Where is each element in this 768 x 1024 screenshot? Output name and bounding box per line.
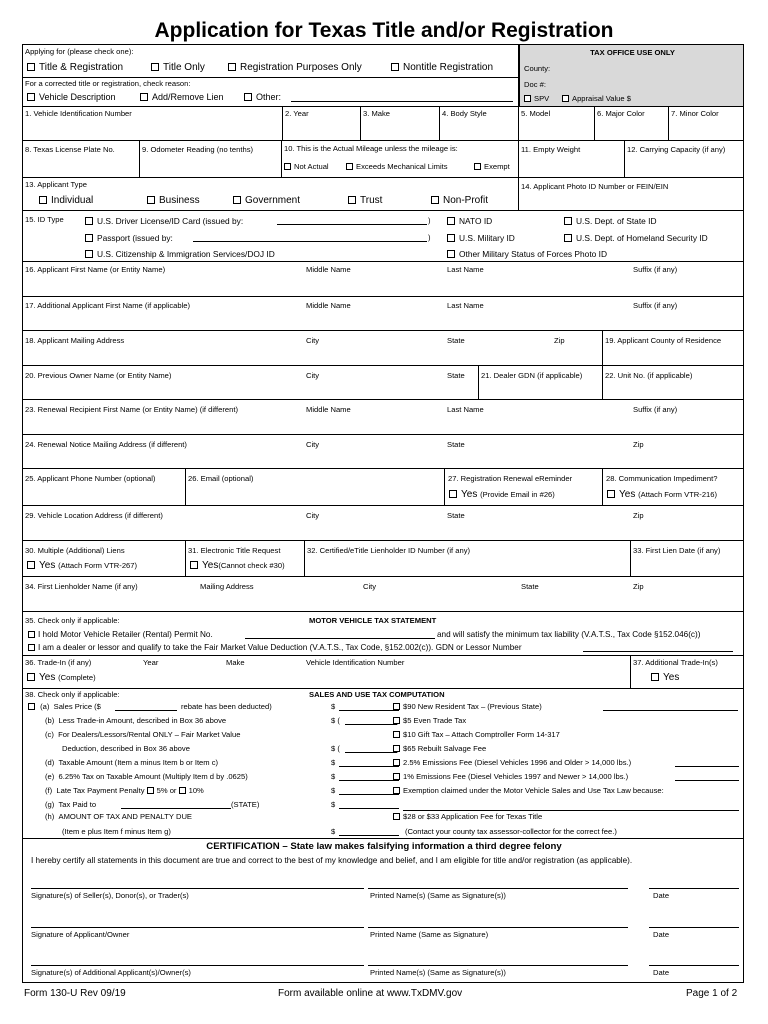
sales-line-d: (d) Taxable Amount (Item a minus Item b or Item c) [45, 758, 219, 767]
dollar-h: $ [331, 827, 336, 836]
amount-a[interactable] [339, 701, 399, 711]
dollar-b: $ ( [331, 716, 340, 725]
motor-tax-heading: MOTOR VEHICLE TAX STATEMENT [309, 616, 437, 625]
checkbox[interactable] [27, 673, 35, 681]
field-mileage-brand [281, 140, 519, 178]
sales-price-line[interactable] [115, 701, 177, 711]
application-fee-note: (Contact your county tax assessor-collector for the correct fee.) [405, 827, 617, 836]
checkbox[interactable] [147, 787, 154, 794]
checkbox[interactable] [393, 703, 400, 710]
checkbox[interactable] [393, 759, 400, 766]
date-label: Date [653, 930, 670, 939]
application-fee[interactable]: $28 or $33 Application Fee for Texas Title [393, 812, 542, 822]
checkbox [562, 95, 569, 102]
type-individual[interactable]: Individual [39, 195, 93, 207]
form-number: Form 130-U Rev 09/19 [24, 988, 126, 999]
field-first-lien-date[interactable] [630, 540, 744, 577]
permit-number-line[interactable] [245, 629, 435, 639]
ereminder-yes[interactable]: Yes (Provide Email in #26) [449, 489, 555, 501]
checkbox[interactable] [147, 196, 155, 204]
city-label: City [363, 582, 377, 591]
tax-paid-state-line[interactable] [121, 799, 231, 809]
option-vehicle-description[interactable]: Vehicle Description [27, 92, 116, 103]
field-email[interactable] [185, 468, 445, 506]
certification-heading: CERTIFICATION – State law makes falsifying information a third degree felony [206, 841, 562, 852]
checkbox[interactable] [140, 93, 148, 101]
model-label: 5. Model [521, 109, 551, 118]
middle-name-label: Middle Name [306, 405, 351, 414]
checkbox[interactable] [151, 63, 159, 71]
checkbox[interactable] [179, 787, 186, 794]
city-label: City [306, 511, 320, 520]
appraisal-option: Appraisal Value $ [562, 94, 631, 104]
type-non-profit[interactable]: Non-Profit [431, 195, 488, 207]
electronic-title-yes[interactable]: Yes(Cannot check #30) [190, 560, 285, 572]
state-label: State [447, 336, 465, 345]
zip-label: Zip [633, 511, 644, 520]
additional-signature-label: Signature(s) of Additional Applicant(s)/Owner(s) [31, 968, 191, 977]
state-label: State [447, 371, 465, 380]
email-label: 26. Email (optional) [188, 474, 254, 483]
checkbox[interactable] [28, 631, 35, 638]
trade-in-section [22, 655, 631, 689]
checkbox[interactable] [393, 787, 400, 794]
last-name-label: Last Name [447, 405, 484, 414]
seller-date-line[interactable] [649, 888, 739, 889]
impediment-yes[interactable]: Yes (Attach Form VTR-216) [607, 489, 717, 501]
field-year[interactable] [282, 106, 361, 141]
id-passport[interactable]: Passport (issued by: [85, 233, 173, 243]
sales-line-b: (b) Less Trade-in Amount, described in Box 36 above [45, 716, 227, 725]
page-number: Page 1 of 2 [686, 988, 738, 999]
spv-option: SPV [524, 94, 549, 104]
field-county-residence[interactable] [602, 330, 744, 366]
trade-in-make-label: Make [226, 658, 245, 667]
checkbox[interactable] [27, 561, 35, 569]
rebate-text: rebate has been deducted) [181, 702, 272, 711]
make-label: 3. Make [363, 109, 391, 118]
close-paren: ) [428, 233, 431, 242]
checkbox[interactable] [393, 717, 400, 724]
county-residence-label: 19. Applicant County of Residence [605, 336, 722, 345]
checkbox[interactable] [284, 163, 291, 170]
id-uscis[interactable]: U.S. Citizenship & Immigration Services/DOJ ID [85, 249, 275, 259]
plate-label: 8. Texas License Plate No. [25, 145, 115, 154]
row-vehicle-location[interactable] [22, 505, 744, 541]
unit-no-label: 22. Unit No. (if applicable) [605, 371, 693, 380]
state-label: State [447, 511, 465, 520]
trade-in-label: 36. Trade-In (if any) [25, 658, 92, 667]
applicant-printed-label: Printed Name (Same as Signature) [370, 930, 489, 939]
dollar-e: $ [331, 772, 336, 781]
other-reason-line[interactable] [291, 92, 513, 102]
doc-label: Doc #: [524, 80, 546, 89]
first-lienholder-label: 34. First Lienholder Name (if any) [25, 582, 138, 591]
id-nato[interactable]: NATO ID [447, 216, 492, 226]
row-mailing-address[interactable] [22, 330, 603, 366]
applicant-type-label: 13. Applicant Type [25, 180, 87, 189]
renewal-address-label: 24. Renewal Notice Mailing Address (if different) [25, 440, 187, 449]
field-vin[interactable] [22, 106, 283, 141]
field-minor-color[interactable] [668, 106, 744, 141]
tax-office-box [519, 44, 744, 107]
first-name-label: 16. Applicant First Name (or Entity Name) [25, 265, 166, 274]
sales-line-g: (g) Tax Paid to [45, 800, 97, 809]
checkbox[interactable] [447, 217, 455, 225]
suffix-label: Suffix (if any) [633, 265, 678, 274]
checkbox[interactable] [607, 490, 615, 498]
checkbox[interactable] [27, 93, 35, 101]
field-phone[interactable] [22, 468, 186, 506]
corrected-label: For a corrected title or registration, check reason: [25, 79, 191, 88]
option-nontitle-registration[interactable]: Nontitle Registration [391, 62, 493, 74]
applicant-printed-line[interactable] [368, 927, 628, 928]
date-label: Date [653, 968, 670, 977]
amount-c[interactable] [345, 743, 397, 753]
additional-date-line[interactable] [649, 965, 739, 966]
trade-in-yes[interactable]: Yes (Complete) [27, 672, 96, 684]
gdn-lessor-line[interactable] [583, 642, 733, 652]
checkbox[interactable] [28, 703, 35, 710]
amount-d[interactable] [339, 757, 399, 767]
new-resident-tax[interactable]: $90 New Resident Tax – (Previous State) [393, 702, 542, 712]
checkbox[interactable] [651, 673, 659, 681]
option-title-only[interactable]: Title Only [151, 62, 205, 74]
dollar-c: $ ( [331, 744, 340, 753]
checkbox[interactable] [190, 561, 198, 569]
checkbox[interactable] [27, 63, 35, 71]
motor-vehicle-tax-section [22, 611, 744, 656]
photo-id-label: 14. Applicant Photo ID Number or FEIN/EIN [521, 182, 669, 191]
mileage-exceeds[interactable]: Exceeds Mechanical Limits [346, 162, 448, 172]
option-add-remove-lien[interactable]: Add/Remove Lien [140, 92, 224, 103]
sales-check-label: 38. Check only if applicable: [25, 690, 120, 699]
checkbox[interactable] [233, 196, 241, 204]
check-if-applicable-label: 35. Check only if applicable: [25, 616, 120, 625]
last-name-label: Last Name [447, 265, 484, 274]
additional-trade-in-section [630, 655, 744, 689]
applicant-signature-label: Signature of Applicant/Owner [31, 930, 130, 939]
mailing-address-label: Mailing Address [200, 582, 254, 591]
state-paren-label: (STATE) [231, 800, 260, 809]
sales-line-e: (e) 6.25% Tax on Taxable Amount (Multiply Item d by .0625) [45, 772, 248, 781]
additional-printed-line[interactable] [368, 965, 628, 966]
id-homeland-security[interactable]: U.S. Dept. of Homeland Security ID [564, 233, 708, 243]
form-title: Application for Texas Title and/or Registration [154, 19, 614, 42]
id-dept-state[interactable]: U.S. Dept. of State ID [564, 216, 657, 226]
county-label: County: [524, 64, 551, 73]
amount-f[interactable] [339, 785, 399, 795]
id-other-military[interactable]: Other Military Status of Forces Photo ID [447, 249, 607, 259]
applying-for-label: Applying for (please check one): [25, 47, 134, 56]
mileage-not-actual[interactable]: Not Actual [284, 162, 329, 172]
electronic-title-label: 31. Electronic Title Request [188, 546, 281, 555]
emissions-fee-older[interactable]: 2.5% Emissions Fee (Diesel Vehicles 1996 and Older > 14,000 lbs.) [393, 758, 631, 768]
checkbox[interactable] [564, 217, 572, 225]
tax-office-header: TAX OFFICE USE ONLY [590, 48, 675, 57]
applicant-signature-line[interactable] [31, 927, 364, 928]
year-label: 2. Year [285, 109, 309, 118]
checkbox[interactable] [447, 250, 455, 258]
checkbox[interactable] [393, 745, 400, 752]
type-trust[interactable]: Trust [348, 195, 382, 207]
applicant-type-section [22, 177, 519, 211]
zip-label: Zip [633, 440, 644, 449]
sales-tax-section [22, 688, 744, 839]
sales-tax-heading: SALES AND USE TAX COMPUTATION [309, 690, 445, 699]
impediment-label: 28. Communication Impediment? [606, 474, 718, 483]
vin-label: 1. Vehicle Identification Number [25, 109, 132, 118]
previous-state-line[interactable] [603, 701, 738, 711]
ereminder-label: 27. Registration Renewal eReminder [448, 474, 573, 483]
mileage-label: 10. This is the Actual Mileage unless the mileage is: [284, 144, 458, 153]
odometer-label: 9. Odometer Reading (no tenths) [142, 145, 254, 154]
additional-first-name-label: 17. Additional Applicant First Name (if applicable) [25, 301, 191, 310]
checkbox[interactable] [28, 644, 35, 651]
renewal-recipient-label: 23. Renewal Recipient First Name (or Entity Name) (if different) [25, 405, 238, 414]
id-type-section [22, 210, 744, 262]
id-type-label: 15. ID Type [25, 215, 64, 224]
row-additional-applicant[interactable] [22, 296, 744, 331]
checkbox[interactable] [431, 196, 439, 204]
dollar-d: $ [331, 758, 336, 767]
previous-owner-label: 20. Previous Owner Name (or Entity Name) [25, 371, 172, 380]
certification-text: I hereby certify all statements in this document are true and correct to the best of my knowledge and belief, and I am eligible for title and/or registration (as applicable). [31, 856, 633, 865]
zip-label: Zip [554, 336, 565, 345]
option-other[interactable]: Other: [244, 92, 281, 103]
last-name-label: Last Name [447, 301, 484, 310]
exemption-line[interactable] [403, 801, 739, 811]
amount-g[interactable] [339, 799, 399, 809]
mailing-address-label: 18. Applicant Mailing Address [25, 336, 125, 345]
checkbox[interactable] [447, 234, 455, 242]
row-previous-owner[interactable] [22, 365, 479, 400]
middle-name-label: Middle Name [306, 265, 351, 274]
checkbox[interactable] [391, 63, 399, 71]
checkbox[interactable] [348, 196, 356, 204]
field-body-style[interactable] [439, 106, 519, 141]
option-title-registration[interactable]: Title & Registration [27, 62, 123, 74]
row-applicant-name[interactable] [22, 261, 744, 297]
multiple-liens-yes[interactable]: Yes (Attach Form VTR-267) [27, 560, 137, 572]
amount-b[interactable] [345, 715, 397, 725]
capacity-label: 12. Carrying Capacity (if any) [627, 145, 726, 154]
row-renewal-address[interactable] [22, 434, 744, 469]
row-renewal-recipient[interactable] [22, 399, 744, 435]
empty-weight-label: 11. Empty Weight [521, 145, 581, 154]
checkbox[interactable] [449, 490, 457, 498]
row-first-lienholder[interactable] [22, 576, 744, 612]
field-ereminder [444, 468, 603, 506]
first-lien-date-label: 33. First Lien Date (if any) [633, 546, 721, 555]
id-military[interactable]: U.S. Military ID [447, 233, 515, 243]
state-label: State [521, 582, 539, 591]
sales-line-h: (h) AMOUNT OF TAX AND PENALTY DUE [45, 812, 192, 821]
field-dealer-gdn[interactable] [478, 365, 603, 400]
field-unit-no[interactable] [602, 365, 744, 400]
city-label: City [306, 440, 320, 449]
major-color-label: 6. Major Color [597, 109, 645, 118]
trade-in-year-label: Year [143, 658, 159, 667]
close-paren: ) [428, 216, 431, 225]
city-label: City [306, 371, 320, 380]
additional-trade-in-yes[interactable]: Yes [651, 672, 679, 684]
amount-e[interactable] [339, 771, 399, 781]
emissions-fee-newer[interactable]: 1% Emissions Fee (Diesel Vehicles 1997 and Newer > 14,000 lbs.) [393, 772, 628, 782]
field-major-color[interactable] [594, 106, 669, 141]
rebuilt-salvage-fee[interactable]: $65 Rebuilt Salvage Fee [393, 744, 486, 754]
seller-signature-label: Signature(s) of Seller(s), Donor(s), or Trader(s) [31, 891, 189, 900]
additional-trade-in-label: 37. Additional Trade-In(s) [633, 658, 718, 667]
sales-line-h-cont: (Item e plus Item f minus Item g) [62, 827, 171, 836]
date-label: Date [653, 891, 670, 900]
checkbox[interactable] [564, 234, 572, 242]
checkbox[interactable] [85, 217, 93, 225]
type-business[interactable]: Business [147, 195, 200, 207]
exemption-claimed[interactable]: Exemption claimed under the Motor Vehicle Sales and Use Tax Law because: [393, 786, 664, 796]
additional-signature-line[interactable] [31, 965, 364, 966]
checkbox[interactable] [346, 163, 353, 170]
checkbox[interactable] [244, 93, 252, 101]
seller-printed-label: Printed Name(s) (Same as Signature(s)) [370, 891, 506, 900]
seller-signature-line[interactable] [31, 888, 364, 889]
field-multiple-liens [22, 540, 186, 577]
id-driver-license[interactable]: U.S. Driver License/ID Card (issued by: [85, 216, 243, 226]
field-make[interactable] [360, 106, 440, 141]
minimum-tax-text: and will satisfy the minimum tax liability (V.A.T.S., Tax Code §152.046(c)) [437, 630, 701, 639]
vehicle-location-label: 29. Vehicle Location Address (if different) [25, 511, 163, 520]
applicant-date-line[interactable] [649, 927, 739, 928]
phone-label: 25. Applicant Phone Number (optional) [25, 474, 156, 483]
dl-issuer-line[interactable] [277, 215, 427, 225]
minor-color-label: 7. Minor Color [671, 109, 719, 118]
checkbox[interactable] [393, 773, 400, 780]
form-online-link[interactable]: Form available online at www.TxDMV.gov [278, 988, 463, 999]
option-registration-purposes[interactable]: Registration Purposes Only [228, 62, 362, 74]
sales-line-c-cont: Deduction, described in Box 36 above [62, 744, 190, 753]
passport-issuer-line[interactable] [193, 232, 427, 242]
checkbox[interactable] [393, 813, 400, 820]
lienholder-id-label: 32. Certified/eTitle Lienholder ID Number (if any) [307, 546, 471, 555]
additional-printed-label: Printed Name(s) (Same as Signature(s)) [370, 968, 506, 977]
type-government[interactable]: Government [233, 195, 300, 207]
trade-in-vin-label: Vehicle Identification Number [306, 658, 405, 667]
dealer-gdn-label: 21. Dealer GDN (if applicable) [481, 371, 583, 380]
certification-section [22, 838, 744, 983]
state-label: State [447, 440, 465, 449]
field-model[interactable] [518, 106, 595, 141]
field-photo-id[interactable] [518, 177, 744, 211]
field-odometer[interactable] [139, 140, 282, 178]
dealer-lessor-option[interactable]: I am a dealer or lessor and qualify to take the Fair Market Value Deduction (V.A.T.S., Tax Code, §152.002(c)). GDN or Lessor Number [28, 643, 522, 653]
field-communication-impediment [602, 468, 744, 506]
dollar-a: $ [331, 702, 336, 711]
body-style-label: 4. Body Style [442, 109, 487, 118]
field-plate[interactable] [22, 140, 140, 178]
field-electronic-title [185, 540, 305, 577]
emissions-newer-line[interactable] [675, 771, 739, 781]
field-carrying-capacity[interactable] [624, 140, 744, 178]
amount-h[interactable] [339, 826, 399, 836]
mileage-exempt[interactable]: Exempt [474, 162, 510, 172]
sales-line-a: (a) Sales Price ($ [28, 702, 101, 712]
middle-name-label: Middle Name [306, 301, 351, 310]
checkbox [524, 95, 531, 102]
applying-for-section [22, 44, 519, 107]
multiple-liens-label: 30. Multiple (Additional) Liens [25, 546, 125, 555]
emissions-older-line[interactable] [675, 757, 739, 767]
dollar-f: $ [331, 786, 336, 795]
field-lienholder-id[interactable] [304, 540, 631, 577]
retailer-permit-option[interactable]: I hold Motor Vehicle Retailer (Rental) Permit No. [28, 630, 213, 640]
field-empty-weight[interactable] [518, 140, 625, 178]
city-label: City [306, 336, 320, 345]
checkbox[interactable] [39, 196, 47, 204]
checkbox[interactable] [228, 63, 236, 71]
zip-label: Zip [633, 582, 644, 591]
checkbox[interactable] [85, 250, 93, 258]
seller-printed-line[interactable] [368, 888, 628, 889]
sales-line-f: (f) Late Tax Payment Penalty 5% or 10% [45, 786, 204, 795]
suffix-label: Suffix (if any) [633, 301, 678, 310]
sales-line-c: (c) For Dealers/Lessors/Rental ONLY – Fair Market Value [45, 730, 241, 739]
checkbox[interactable] [85, 234, 93, 242]
dollar-g: $ [331, 800, 336, 809]
suffix-label: Suffix (if any) [633, 405, 678, 414]
checkbox[interactable] [393, 731, 400, 738]
even-trade-tax[interactable]: $5 Even Trade Tax [393, 716, 466, 726]
gift-tax[interactable]: $10 Gift Tax – Attach Comptroller Form 14-317 [393, 730, 560, 740]
checkbox[interactable] [474, 163, 481, 170]
